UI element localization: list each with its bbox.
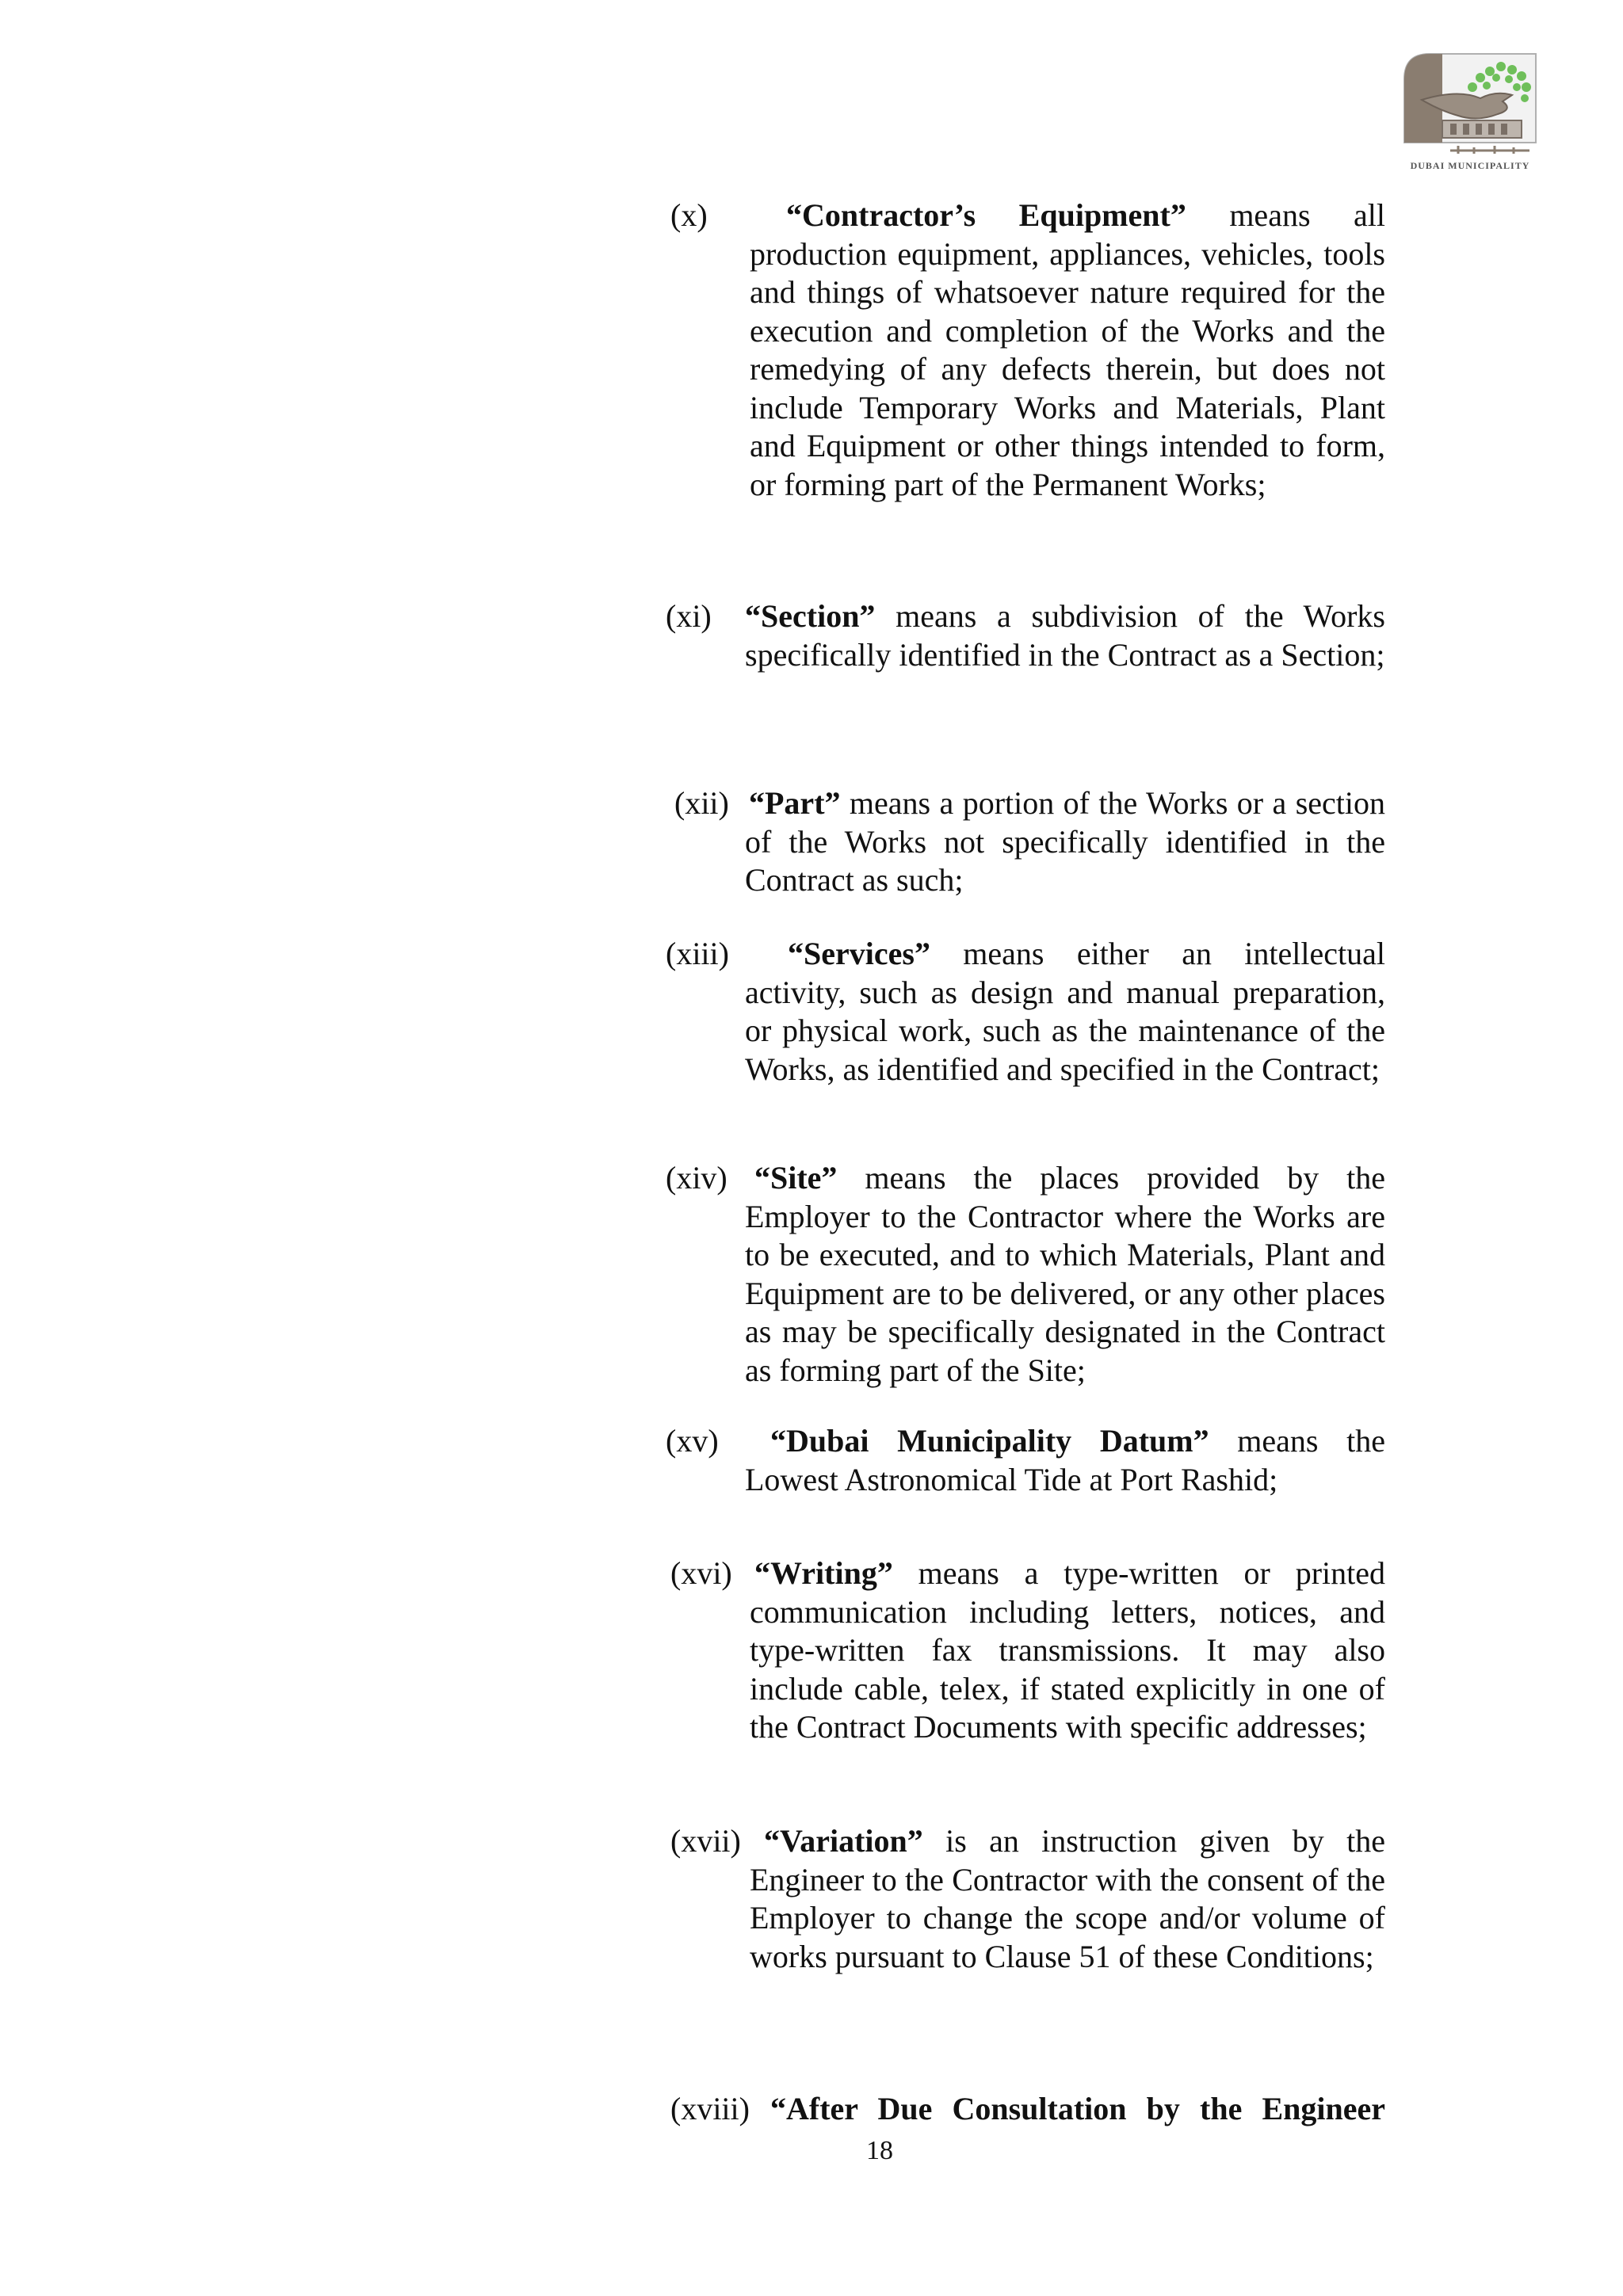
item-number: (xv) xyxy=(666,1423,719,1459)
definition-text: means all production equipment, appliances, vehicles, tools and things of whatsoever nature required for the execution and completion of the Works and the remedying of any defects therein, but does not include Temporary Works and Materials, Plant and Equipment or other things intended to form, or forming part of the Permanent Works; xyxy=(750,197,1385,502)
defined-term: “Writing” xyxy=(754,1555,893,1591)
defined-term: “Site” xyxy=(754,1160,838,1196)
definition-text: is an instruction given by the Engineer to the Contractor with the consent of the Employer to change the scope and/or volume of works pursuant to Clause 51 of these Conditions; xyxy=(750,1823,1385,1974)
item-body xyxy=(745,935,1385,1089)
defined-term: “Section” xyxy=(745,598,876,634)
dubai-municipality-emblem-icon xyxy=(1395,49,1545,160)
defined-term: “Part” xyxy=(749,785,841,821)
item-number: (xiv) xyxy=(666,1160,727,1196)
defined-term: “After Due Consultation by the Engineer xyxy=(770,2091,1385,2126)
item-number: (xvi) xyxy=(670,1555,732,1591)
item-body xyxy=(750,1554,1385,1747)
item-number: (xi) xyxy=(666,598,712,634)
defined-term: “Dubai Municipality Datum” xyxy=(770,1423,1209,1459)
item-body xyxy=(770,2090,1385,2129)
definition-text: means either an intellectual activity, such as design and manual preparation, or physical work, such as the maintenance of the Works, as identified and specified in the Contract; xyxy=(745,936,1385,1087)
item-number: (xvii) xyxy=(670,1823,741,1859)
dubai-municipality-logo xyxy=(1395,49,1545,176)
page-number: 18 xyxy=(866,2136,893,2165)
item-number: (x) xyxy=(670,197,708,233)
defined-term: “Variation” xyxy=(764,1823,923,1859)
item-number: (xiii) xyxy=(666,936,729,971)
item-body xyxy=(750,196,1385,504)
item-body xyxy=(745,1422,1385,1499)
definition-text: means a type-written or printed communication including letters, notices, and type-written fax transmissions. It may also include cable, telex, if stated explicitly in one of the Contract Documents with specific addresses; xyxy=(750,1555,1385,1745)
item-body xyxy=(745,597,1385,674)
defined-term: “Contractor’s Equipment” xyxy=(786,197,1186,233)
item-body xyxy=(745,1159,1385,1390)
definition-text: means the Lowest Astronomical Tide at Port Rashid; xyxy=(745,1423,1385,1497)
logo-caption: DUBAI MUNICIPALITY xyxy=(1410,160,1530,171)
definition-text: means the places provided by the Employer to the Contractor where the Works are to be executed, and to which Materials, Plant and Equipment are to be delivered, or any other places as may be specifically designated in the Contract as forming part of the Site; xyxy=(745,1160,1385,1388)
item-body xyxy=(750,1822,1385,1976)
definition-text: means a portion of the Works or a section of the Works not specifically identified in the Contract as such; xyxy=(745,785,1385,898)
item-number: (xii) xyxy=(674,785,729,821)
definition-text: means a subdivision of the Works specifically identified in the Contract as a Section; xyxy=(745,598,1385,673)
item-body xyxy=(745,784,1385,900)
item-number: (xviii) xyxy=(670,2091,750,2126)
defined-term: “Services” xyxy=(788,936,930,971)
